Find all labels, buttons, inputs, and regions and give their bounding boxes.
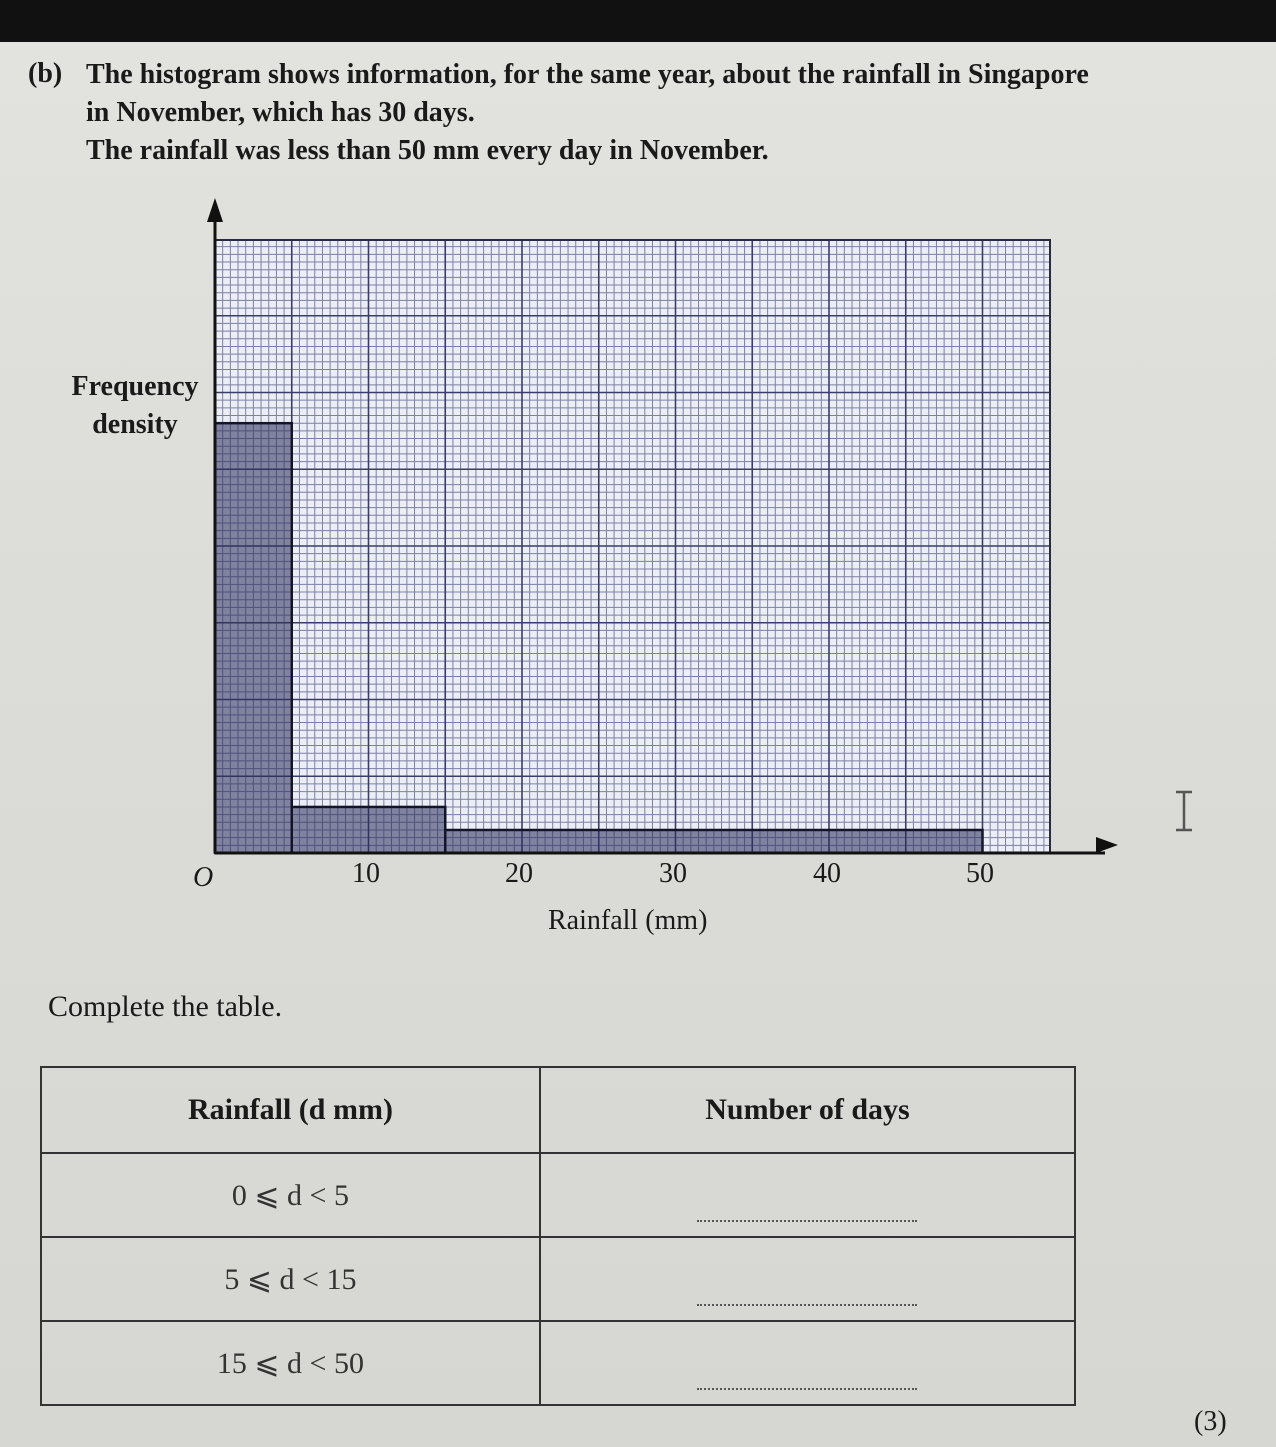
y-axis-label — [60, 368, 210, 444]
marks-label: (3) — [1194, 1406, 1227, 1437]
y-axis-label-line-1: Frequency — [71, 371, 199, 402]
histogram-bar-1 — [215, 423, 292, 853]
table-row — [41, 1321, 1075, 1405]
instruction-text: Complete the table. — [48, 990, 283, 1023]
days-cell[interactable] — [540, 1321, 1075, 1405]
days-cell[interactable] — [540, 1153, 1075, 1237]
x-tick-40: 40 — [813, 858, 841, 889]
origin-label: O — [193, 862, 214, 893]
rainfall-cell: 0 ⩽ d < 5 — [41, 1153, 540, 1237]
table-row — [41, 1237, 1075, 1321]
question-line-2: in November, which has 30 days. — [86, 97, 475, 128]
header-days: Number of days — [540, 1067, 1075, 1153]
answer-blank[interactable] — [697, 1190, 917, 1222]
x-tick-20: 20 — [505, 858, 533, 889]
table-row — [41, 1153, 1075, 1237]
x-tick-10: 10 — [352, 858, 380, 889]
text-cursor-icon — [1172, 790, 1196, 832]
rainfall-cell: 15 ⩽ d < 50 — [41, 1321, 540, 1405]
answer-blank[interactable] — [697, 1358, 917, 1390]
x-axis-label: Rainfall (mm) — [548, 905, 708, 936]
question-line-3: The rainfall was less than 50 mm every day in November. — [86, 135, 769, 166]
rainfall-cell: 5 ⩽ d < 15 — [41, 1237, 540, 1321]
question-line-1: The histogram shows information, for the same year, about the rainfall in Singapore — [86, 59, 1089, 90]
days-cell[interactable] — [540, 1237, 1075, 1321]
table-header-row — [41, 1067, 1075, 1153]
histogram-bar-2 — [292, 807, 446, 853]
x-tick-50: 50 — [966, 858, 994, 889]
answer-table — [40, 1066, 1076, 1406]
question-label: (b) — [28, 58, 63, 89]
x-tick-30: 30 — [659, 858, 687, 889]
y-axis-label-line-2: density — [92, 409, 178, 440]
x-axis-arrow — [1096, 837, 1118, 853]
answer-blank[interactable] — [697, 1274, 917, 1306]
y-axis-arrow — [207, 198, 223, 222]
header-rainfall: Rainfall (d mm) — [41, 1067, 540, 1153]
histogram-bar-3 — [445, 830, 982, 853]
